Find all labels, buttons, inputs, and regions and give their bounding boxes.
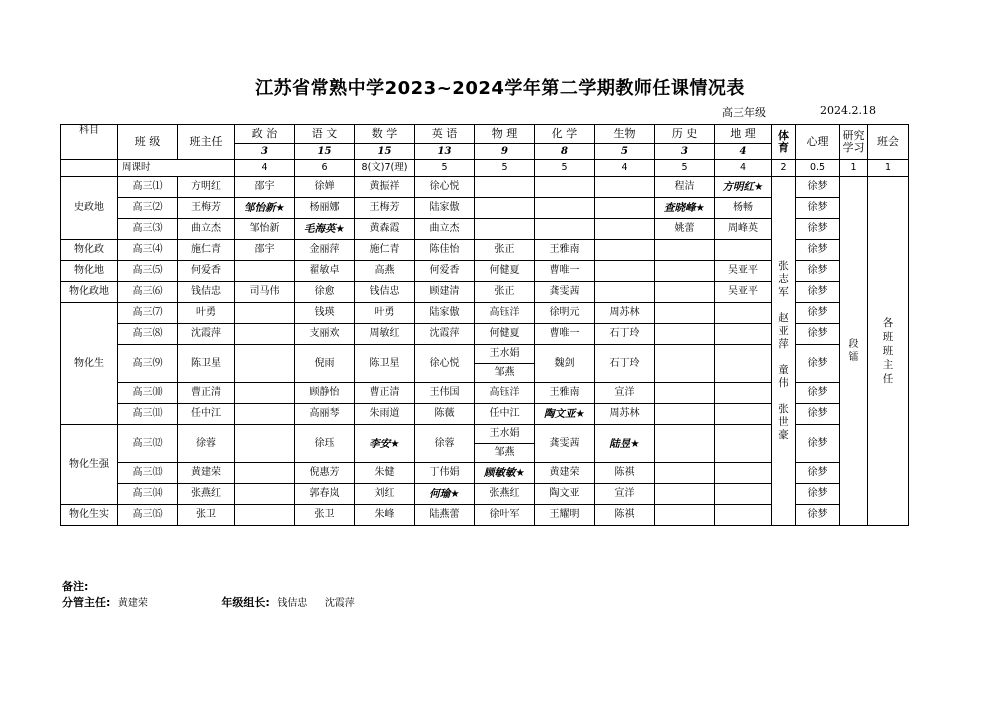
header-subject-credit: 3	[235, 144, 295, 160]
teacher-cell: 朱峰	[355, 505, 415, 526]
teacher-cell	[655, 303, 715, 324]
header-subject-name: 化 学	[535, 125, 595, 144]
grade-label: 高三年级	[722, 106, 766, 119]
teacher-cell: 陆昱★	[595, 425, 655, 463]
teacher-cell: 曹唯一	[535, 261, 595, 282]
header-subject-credit: 15	[355, 144, 415, 160]
psych-teacher-cell: 徐梦	[796, 282, 840, 303]
group-label: 物化地	[61, 261, 118, 282]
head-teacher-cell: 张卫	[178, 505, 235, 526]
teacher-cell: 龚雯茜	[535, 425, 595, 463]
psych-teacher-cell: 徐梦	[796, 261, 840, 282]
teacher-cell	[595, 177, 655, 198]
header-subject-name: 生物	[595, 125, 655, 144]
teacher-cell	[715, 404, 772, 425]
teacher-cell: 陈薇	[415, 404, 475, 425]
weekly-hours-value: 2	[772, 160, 796, 177]
teacher-cell: 魏剑	[535, 345, 595, 383]
teacher-cell: 任中江	[475, 404, 535, 425]
teacher-cell: 方明红★	[715, 177, 772, 198]
pe-char: 世	[778, 416, 789, 428]
teacher-cell	[235, 404, 295, 425]
psych-teacher-cell: 徐梦	[796, 177, 840, 198]
weekly-hours-value: 0.5	[796, 160, 840, 177]
class-cell: 高三⑸	[118, 261, 178, 282]
teacher-cell	[235, 484, 295, 505]
teacher-cell: 邵宇	[235, 240, 295, 261]
class-cell: 高三⑷	[118, 240, 178, 261]
teacher-cell: 朱健	[355, 463, 415, 484]
teacher-cell	[595, 240, 655, 261]
header-subject-name: 数 学	[355, 125, 415, 144]
class-cell: 高三⑾	[118, 404, 178, 425]
teacher-cell: 陶文亚	[535, 484, 595, 505]
pe-char: 伟	[778, 377, 789, 389]
teacher-cell: 支丽欢	[295, 324, 355, 345]
head-teacher-cell: 王梅芳	[178, 198, 235, 219]
header-subject-name: 历 史	[655, 125, 715, 144]
teacher-cell	[655, 404, 715, 425]
psych-teacher-cell: 徐梦	[796, 383, 840, 404]
teacher-cell	[715, 324, 772, 345]
teacher-cell: 张卫	[295, 505, 355, 526]
teacher-cell	[715, 484, 772, 505]
teacher-cell	[655, 463, 715, 484]
leader-name: 钱佶忠	[277, 598, 308, 609]
date-label: 2024.2.18	[820, 104, 876, 117]
pe-char: 赵	[778, 312, 789, 324]
table-row	[61, 177, 909, 198]
teacher-cell	[655, 505, 715, 526]
header-subject-credit: 9	[475, 144, 535, 160]
head-teacher-cell: 叶勇	[178, 303, 235, 324]
header-subject-name: 政 治	[235, 125, 295, 144]
teacher-cell	[235, 261, 295, 282]
weekly-hours-value: 4	[595, 160, 655, 177]
leader-name: 沈霞萍	[324, 598, 355, 609]
teacher-cell	[535, 219, 595, 240]
pe-char: 童	[778, 364, 789, 376]
leader-label: 年级组长:	[221, 596, 270, 609]
teacher-cell: 邹燕	[475, 444, 535, 463]
head-teacher-cell: 张燕红	[178, 484, 235, 505]
teacher-cell: 高丽琴	[295, 404, 355, 425]
teacher-cell: 高燕	[355, 261, 415, 282]
psych-teacher-cell: 徐梦	[796, 404, 840, 425]
pe-teachers-cell	[772, 177, 796, 526]
teacher-cell	[715, 240, 772, 261]
teacher-cell: 陈祺	[595, 463, 655, 484]
teacher-cell: 郭春岚	[295, 484, 355, 505]
teacher-cell	[655, 383, 715, 404]
teacher-cell	[475, 219, 535, 240]
class-cell: 高三⑶	[118, 219, 178, 240]
class-cell: 高三⑺	[118, 303, 178, 324]
teacher-cell	[235, 505, 295, 526]
head-teacher-cell: 钱佶忠	[178, 282, 235, 303]
page-title: 江苏省常熟中学2023~2024学年第二学期教师任课情况表	[255, 78, 745, 99]
teacher-cell: 施仁青	[355, 240, 415, 261]
header-subject-credit: 8	[535, 144, 595, 160]
teacher-cell	[715, 303, 772, 324]
signatures-line	[62, 594, 355, 610]
teacher-cell	[475, 177, 535, 198]
head-teacher-cell: 黄建荣	[178, 463, 235, 484]
weekly-hours-label: 周课时	[118, 160, 235, 177]
teacher-cell: 陶文亚★	[535, 404, 595, 425]
head-teacher-cell: 何爱香	[178, 261, 235, 282]
class-cell: 高三⑹	[118, 282, 178, 303]
header-subject-credit: 13	[415, 144, 475, 160]
teacher-cell: 徐蓉	[415, 425, 475, 463]
class-cell: 高三⑴	[118, 177, 178, 198]
head-teacher-cell: 沈霞萍	[178, 324, 235, 345]
header-class: 班 级	[118, 125, 178, 160]
teacher-cell: 张正	[475, 282, 535, 303]
weekly-hours-value: 5	[655, 160, 715, 177]
header-head-teacher: 班主任	[178, 125, 235, 160]
teacher-cell	[655, 324, 715, 345]
class-cell: 高三⑻	[118, 324, 178, 345]
teacher-cell: 顾静怡	[295, 383, 355, 404]
teacher-cell: 丁伟娟	[415, 463, 475, 484]
teacher-cell	[655, 345, 715, 383]
weekly-hours-value: 5	[535, 160, 595, 177]
teacher-cell: 朱雨道	[355, 404, 415, 425]
head-teacher-cell: 曹正清	[178, 383, 235, 404]
weekly-hours-value: 1	[840, 160, 868, 177]
header-subject-credit: 4	[715, 144, 772, 160]
teacher-cell: 何健夏	[475, 324, 535, 345]
teacher-cell: 翟敏卓	[295, 261, 355, 282]
psych-teacher-cell: 徐梦	[796, 463, 840, 484]
teacher-cell	[715, 383, 772, 404]
teacher-cell: 徐明元	[535, 303, 595, 324]
teacher-cell	[475, 198, 535, 219]
teacher-cell: 黄振祥	[355, 177, 415, 198]
teacher-cell: 王梅芳	[355, 198, 415, 219]
weekly-hours-spacer	[61, 160, 118, 177]
teacher-cell: 周苏林	[595, 404, 655, 425]
teacher-cell: 金丽萍	[295, 240, 355, 261]
teacher-cell: 刘红	[355, 484, 415, 505]
teacher-cell: 周苏林	[595, 303, 655, 324]
class-cell: 高三⑿	[118, 425, 178, 463]
teacher-cell: 王伟国	[415, 383, 475, 404]
teacher-cell	[235, 345, 295, 383]
head-teacher-cell: 陈卫星	[178, 345, 235, 383]
psych-teacher-cell: 徐梦	[796, 484, 840, 505]
teacher-cell: 沈霞萍	[415, 324, 475, 345]
teacher-cell: 陈卫星	[355, 345, 415, 383]
teacher-cell: 杨畅	[715, 198, 772, 219]
teacher-cell: 邹燕	[475, 364, 535, 383]
schedule-table	[60, 124, 909, 526]
teacher-cell	[235, 383, 295, 404]
weekly-hours-value: 6	[295, 160, 355, 177]
psych-teacher-cell: 徐梦	[796, 505, 840, 526]
header-subject-name: 物 理	[475, 125, 535, 144]
header-subject-name: 语 文	[295, 125, 355, 144]
teacher-cell: 顾建清	[415, 282, 475, 303]
weekly-hours-value: 5	[415, 160, 475, 177]
teacher-cell: 陈佳怡	[415, 240, 475, 261]
teacher-cell: 宣洋	[595, 383, 655, 404]
teacher-cell: 周峰英	[715, 219, 772, 240]
group-label: 物化生	[61, 303, 118, 425]
teacher-cell	[595, 198, 655, 219]
teacher-cell: 徐珏	[295, 425, 355, 463]
meeting-teacher-cell: 各班班主任	[868, 177, 909, 526]
teacher-cell: 钱瑛	[295, 303, 355, 324]
research-teacher-cell: 段镭	[840, 177, 868, 526]
teacher-cell: 张正	[475, 240, 535, 261]
teacher-cell: 徐叶军	[475, 505, 535, 526]
teacher-cell: 邵宇	[235, 177, 295, 198]
pe-char: 张	[778, 403, 789, 415]
teacher-cell: 邹怡新	[235, 219, 295, 240]
teacher-cell: 姚蕾	[655, 219, 715, 240]
class-cell: 高三⒂	[118, 505, 178, 526]
teacher-cell: 何健夏	[475, 261, 535, 282]
teacher-cell: 徐心悦	[415, 345, 475, 383]
teacher-cell	[235, 303, 295, 324]
group-label: 物化生实	[61, 505, 118, 526]
teacher-cell	[655, 282, 715, 303]
teacher-cell: 曹唯一	[535, 324, 595, 345]
teacher-cell: 倪惠芳	[295, 463, 355, 484]
teacher-cell: 徐心悦	[415, 177, 475, 198]
teacher-cell: 王雅南	[535, 240, 595, 261]
teacher-cell	[655, 425, 715, 463]
teacher-cell: 程洁	[655, 177, 715, 198]
head-teacher-cell: 方明红	[178, 177, 235, 198]
teacher-cell	[655, 240, 715, 261]
header-subject-name: 英 语	[415, 125, 475, 144]
group-label: 物化生强	[61, 425, 118, 505]
psych-teacher-cell: 徐梦	[796, 219, 840, 240]
pe-char: 军	[778, 286, 789, 298]
class-cell: 高三⑽	[118, 383, 178, 404]
class-cell: 高三⒀	[118, 463, 178, 484]
psych-teacher-cell: 徐梦	[796, 240, 840, 261]
teacher-cell: 徐愈	[295, 282, 355, 303]
header-subject-credit: 5	[595, 144, 655, 160]
teacher-cell	[655, 484, 715, 505]
teacher-cell	[715, 463, 772, 484]
teacher-cell	[655, 261, 715, 282]
teacher-cell	[715, 425, 772, 463]
header-pe: 体育	[772, 125, 796, 160]
header-subject-credit: 15	[295, 144, 355, 160]
class-cell: 高三⑵	[118, 198, 178, 219]
teacher-cell: 王水娟	[475, 345, 535, 364]
teacher-cell: 李安★	[355, 425, 415, 463]
teacher-cell	[535, 177, 595, 198]
teacher-cell	[235, 463, 295, 484]
teacher-cell: 邹怡新★	[235, 198, 295, 219]
teacher-cell: 何爱香	[415, 261, 475, 282]
weekly-hours-value: 8(文)7(理)	[355, 160, 415, 177]
group-label: 史政地	[61, 177, 118, 240]
weekly-hours-value: 4	[235, 160, 295, 177]
group-label: 物化政地	[61, 282, 118, 303]
header-subject: 科目	[61, 125, 118, 160]
teacher-cell: 倪雨	[295, 345, 355, 383]
teacher-cell: 龚雯茜	[535, 282, 595, 303]
teacher-cell: 高钰洋	[475, 383, 535, 404]
teacher-cell	[235, 425, 295, 463]
header-subject-credit: 3	[655, 144, 715, 160]
teacher-cell: 王耀明	[535, 505, 595, 526]
teacher-cell	[595, 261, 655, 282]
pe-char: 亚	[778, 325, 789, 337]
teacher-cell	[715, 345, 772, 383]
teacher-cell: 吴亚平	[715, 261, 772, 282]
group-label: 物化政	[61, 240, 118, 261]
head-teacher-cell: 施仁青	[178, 240, 235, 261]
head-teacher-cell: 曲立杰	[178, 219, 235, 240]
teacher-cell: 陆家傲	[415, 303, 475, 324]
teacher-cell: 石丁玲	[595, 324, 655, 345]
class-cell: 高三⒁	[118, 484, 178, 505]
teacher-cell	[535, 198, 595, 219]
header-subject-name: 地 理	[715, 125, 772, 144]
psych-teacher-cell: 徐梦	[796, 303, 840, 324]
teacher-cell: 陈祺	[595, 505, 655, 526]
teacher-cell: 叶勇	[355, 303, 415, 324]
weekly-hours-value: 5	[475, 160, 535, 177]
psych-teacher-cell: 徐梦	[796, 425, 840, 463]
teacher-cell	[595, 219, 655, 240]
pe-char: 张	[778, 260, 789, 272]
director-label: 分管主任:	[62, 596, 111, 609]
weekly-hours-value: 4	[715, 160, 772, 177]
teacher-cell: 张燕红	[475, 484, 535, 505]
teacher-cell: 黄建荣	[535, 463, 595, 484]
pe-char: 萍	[778, 338, 789, 350]
teacher-cell	[595, 282, 655, 303]
director-name: 黄建荣	[117, 598, 148, 609]
teacher-cell: 吴亚平	[715, 282, 772, 303]
pe-char: 豪	[778, 429, 789, 441]
psych-teacher-cell: 徐梦	[796, 324, 840, 345]
teacher-cell: 曹正清	[355, 383, 415, 404]
weekly-hours-value: 1	[868, 160, 909, 177]
teacher-cell: 陆家傲	[415, 198, 475, 219]
teacher-cell: 黄森霞	[355, 219, 415, 240]
teacher-cell: 司马伟	[235, 282, 295, 303]
teacher-cell	[235, 324, 295, 345]
pe-char: 志	[778, 273, 789, 285]
teacher-cell: 毛海英★	[295, 219, 355, 240]
teacher-cell: 高钰洋	[475, 303, 535, 324]
teacher-cell: 陆燕蕾	[415, 505, 475, 526]
teacher-cell: 杨丽娜	[295, 198, 355, 219]
teacher-cell: 周敏红	[355, 324, 415, 345]
teacher-cell: 顾敏敏★	[475, 463, 535, 484]
psych-teacher-cell: 徐梦	[796, 198, 840, 219]
psych-teacher-cell: 徐梦	[796, 345, 840, 383]
teacher-cell: 钱佶忠	[355, 282, 415, 303]
teacher-cell: 王水娟	[475, 425, 535, 444]
header-research: 研究学习	[840, 125, 868, 160]
notes-label: 备注:	[62, 580, 89, 593]
head-teacher-cell: 徐蓉	[178, 425, 235, 463]
teacher-cell: 宣洋	[595, 484, 655, 505]
teacher-cell: 石丁玲	[595, 345, 655, 383]
teacher-cell	[715, 505, 772, 526]
teacher-cell: 王雅南	[535, 383, 595, 404]
teacher-cell: 曲立杰	[415, 219, 475, 240]
teacher-cell: 何瑜★	[415, 484, 475, 505]
class-cell: 高三⑼	[118, 345, 178, 383]
head-teacher-cell: 任中江	[178, 404, 235, 425]
teacher-cell: 徐婵	[295, 177, 355, 198]
header-psych: 心理	[796, 125, 840, 160]
teacher-cell: 查晓峰★	[655, 198, 715, 219]
header-meeting: 班会	[868, 125, 909, 160]
